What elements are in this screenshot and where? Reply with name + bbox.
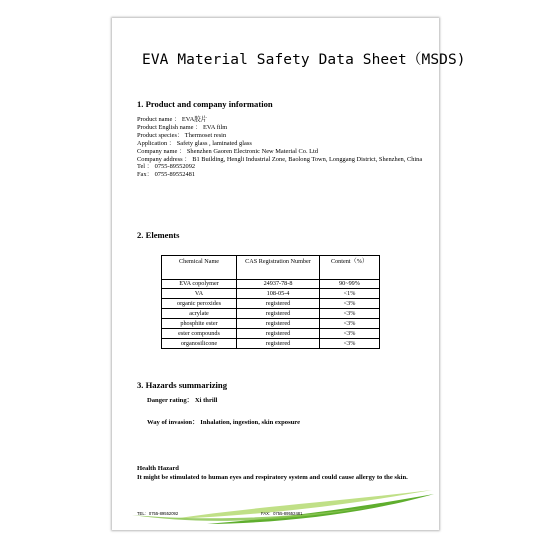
- way-of-invasion: Way of invasion： Inhalation, ingestion, skin exposure: [147, 419, 301, 426]
- table-cell: registered: [237, 328, 320, 338]
- table-row: [162, 319, 380, 329]
- table-cell: 108-05-4: [237, 289, 320, 299]
- column-header: CAS Registration Number: [237, 256, 320, 280]
- product-species-line: Product species： Thermoset resin: [137, 131, 227, 139]
- table-cell: phosphite ester: [162, 319, 237, 329]
- application-line: Application ： Safety glass , laminated glass: [137, 139, 252, 147]
- table-cell: 90~99%: [320, 279, 380, 289]
- table-cell: <3%: [320, 328, 380, 338]
- company-name-line: Company name ： Shenzhen Gaoren Electronic New Material Co. Ltd: [137, 147, 319, 155]
- elements-table: [161, 255, 380, 349]
- table-row: [162, 289, 380, 299]
- section-2-heading: 2. Elements: [137, 230, 180, 240]
- product-english-name-line: Product English name ： EVA film: [137, 123, 228, 131]
- fax-line: Fax： 0755-89552481: [137, 171, 196, 179]
- footer-tel: [137, 511, 178, 517]
- section-1-heading: 1. Product and company information: [137, 99, 273, 109]
- column-header: Content（%）: [320, 256, 380, 280]
- footer-swoosh-graphic: [112, 488, 439, 530]
- table-cell: acrylate: [162, 309, 237, 319]
- table-row: [162, 309, 380, 319]
- footer-fax: [261, 511, 302, 517]
- table-cell: <3%: [320, 299, 380, 309]
- section-3-heading: 3. Hazards summarizing: [137, 380, 227, 390]
- health-hazard-heading: Health Hazard: [137, 465, 179, 472]
- table-cell: organosilicone: [162, 338, 237, 348]
- company-address-line: Company address ： B1 Building, Hengli Industrial Zone, Baolong Town, Longgang District, Shenzhen, China: [137, 155, 423, 163]
- table-cell: <3%: [320, 338, 380, 348]
- table-row: [162, 279, 380, 289]
- table-row: [162, 338, 380, 348]
- table-row: [162, 299, 380, 309]
- document-page: [112, 18, 466, 530]
- table-cell: registered: [237, 309, 320, 319]
- health-hazard-block: [137, 465, 417, 482]
- table-cell: registered: [237, 338, 320, 348]
- health-hazard-text: It might be stimulated to human eyes and respiratory system and could cause allergy to the skin.: [137, 473, 408, 481]
- table-cell: <3%: [320, 319, 380, 329]
- table-cell: <1%: [320, 289, 380, 299]
- table-cell: VA: [162, 289, 237, 299]
- footer-tel-text: TEL：0755-89552092: [137, 511, 179, 516]
- table-cell: organic peroxides: [162, 299, 237, 309]
- table-cell: registered: [237, 299, 320, 309]
- product-name-line: Product name ： EVA胶片: [137, 116, 207, 123]
- table-cell: ester compounds: [162, 328, 237, 338]
- table-header-row: [162, 256, 380, 280]
- table-row: [162, 328, 380, 338]
- footer-fax-text: FAX：0755-89552481: [261, 511, 303, 516]
- table-cell: <3%: [320, 309, 380, 319]
- table-cell: registered: [237, 319, 320, 329]
- document-title: EVA Material Safety Data Sheet（MSDS): [142, 52, 466, 68]
- table-cell: EVA copolymer: [162, 279, 237, 289]
- danger-rating: Danger rating： Xi thrill: [147, 397, 218, 404]
- column-header: Chemical Name: [162, 256, 237, 280]
- table-cell: 24937-78-8: [237, 279, 320, 289]
- product-info-block: [137, 116, 427, 179]
- tel-line: Tel ： 0755-89552092: [137, 163, 196, 171]
